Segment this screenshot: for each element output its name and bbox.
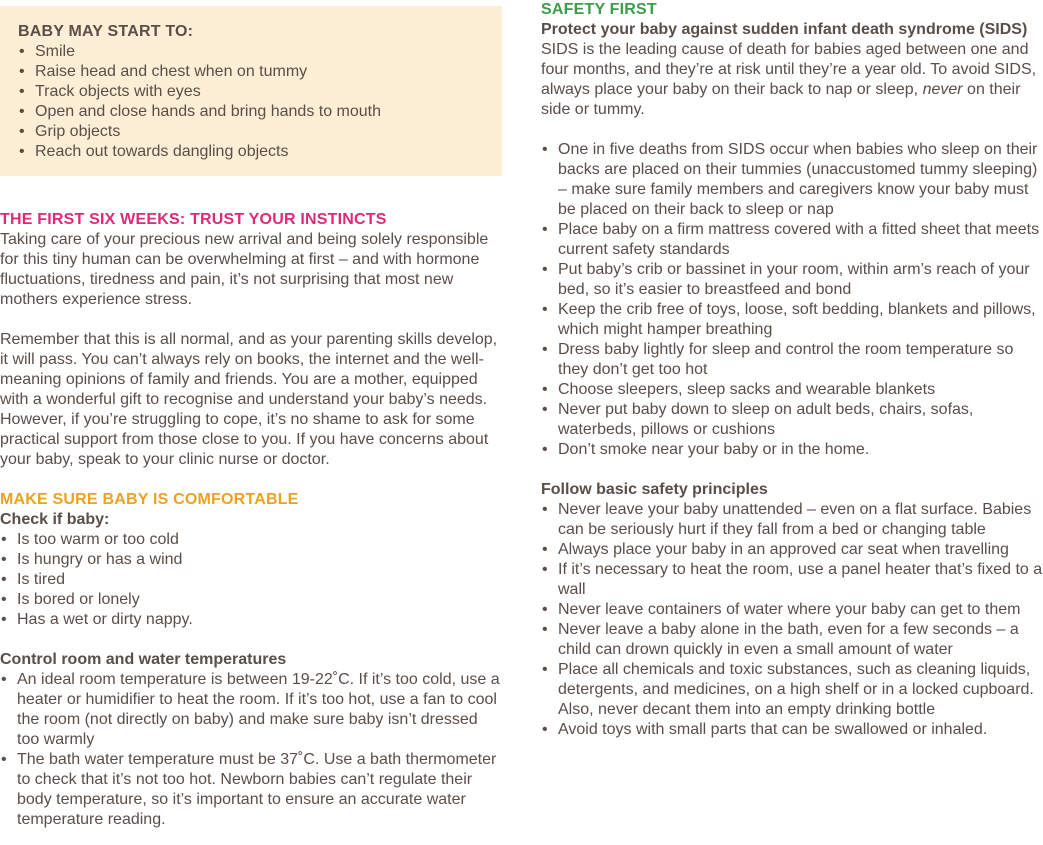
first-six-weeks-paragraph-2: Remember that this is all normal, and as your parenting skills develop, it will pass. You can’t always rely on books, the internet and the well-meaning opinions of family and friends. You are a mother, equipped with a wonderful gift to recognise and understand your baby’s needs. However, if you’re struggling to cope, it’s no shame to ask for some practical support from those close to you. If you have concerns about your baby, speak to your clinic nurse or doctor. [0, 331, 498, 468]
baby-may-start-callout [0, 6, 502, 176]
list-item: • Raise head and chest when on tummy [18, 62, 492, 82]
list-item: • Dress baby lightly for sleep and control the room temperature so they don’t get too hot [541, 340, 1043, 380]
list-item: • Reach out towards dangling objects [18, 142, 492, 162]
sids-intro [541, 40, 1043, 120]
list-item: • If it’s necessary to heat the room, use a panel heater that’s fixed to a wall [541, 560, 1043, 600]
list-item: • Is hungry or has a wind [0, 550, 502, 570]
list-item: • Place all chemicals and toxic substances, such as cleaning liquids, detergents, and medicines, on a high shelf or in a locked cupboard. Also, never decant them into an empty drinking bottle [541, 660, 1043, 720]
list-item: • Don’t smoke near your baby or in the home. [541, 440, 1043, 460]
list-item: • An ideal room temperature is between 19-22˚C. If it’s too cold, use a heater or humidifier to heat the room. If it’s too hot, use a fan to cool the room (not directly on baby) and make sure baby isn’t dressed too warmly [0, 670, 502, 750]
safety-principles-list [541, 500, 1043, 740]
sids-intro-emphasis: never [922, 81, 963, 98]
list-item: • One in five deaths from SIDS occur when babies who sleep on their backs are placed on their tummies (unaccustomed tummy sleeping) – make sure family members and caregivers know your baby must be placed on their back to sleep or nap [541, 140, 1043, 220]
list-item: • Never leave a baby alone in the bath, even for a few seconds – a child can drown quickly in even a small amount of water [541, 620, 1043, 660]
list-item: • Choose sleepers, sleep sacks and wearable blankets [541, 380, 1043, 400]
list-item: • Never leave containers of water where your baby can get to them [541, 600, 1043, 620]
list-item: • Put baby’s crib or bassinet in your room, within arm’s reach of your bed, so it’s easier to breastfeed and bond [541, 260, 1043, 300]
left-column [0, 0, 502, 830]
first-six-weeks-heading: THE FIRST SIX WEEKS: TRUST YOUR INSTINCTS [0, 211, 387, 228]
sids-intro-text-end: on their side or tummy. [541, 81, 1021, 118]
list-item: • The bath water temperature must be 37˚C. Use a bath thermometer to check that it’s not too hot. Newborn babies can’t regulate their body temperature, so it’s important to ensure an accurate water temperature reading. [0, 750, 502, 830]
sids-label: Protect your baby against sudden infant death syndrome (SIDS) [541, 21, 1028, 38]
list-item: • Is bored or lonely [0, 590, 502, 610]
list-item: • Place baby on a firm mattress covered with a fitted sheet that meets current safety standards [541, 220, 1043, 260]
list-item: • Always place your baby in an approved car seat when travelling [541, 540, 1043, 560]
list-item: • Open and close hands and bring hands to mouth [18, 102, 492, 122]
list-item: • Is too warm or too cold [0, 530, 502, 550]
list-item: • Has a wet or dirty nappy. [0, 610, 502, 630]
sids-list [541, 140, 1043, 460]
list-item: • Avoid toys with small parts that can be swallowed or inhaled. [541, 720, 1043, 740]
temperatures-list [0, 670, 502, 830]
list-item: • Track objects with eyes [18, 82, 492, 102]
baby-may-start-list [18, 42, 492, 162]
safety-principles-label: Follow basic safety principles [541, 481, 768, 498]
list-item: • Keep the crib free of toys, loose, soft bedding, blankets and pillows, which might hamper breathing [541, 300, 1043, 340]
sids-intro-text: SIDS is the leading cause of death for babies aged between one and four months, and they’re at risk until they’re a year old. To avoid SIDS, always place your baby on their back to nap or sleep, [541, 41, 1037, 98]
list-item: • Never leave your baby unattended – even on a flat surface. Babies can be seriously hurt if they fall from a bed or changing table [541, 500, 1043, 540]
list-item: • Never put baby down to sleep on adult beds, chairs, sofas, waterbeds, pillows or cushions [541, 400, 1043, 440]
safety-first-heading: SAFETY FIRST [541, 1, 657, 18]
list-item: • Is tired [0, 570, 502, 590]
check-if-baby-list [0, 530, 502, 630]
right-column [541, 0, 1043, 740]
comfortable-heading: MAKE SURE BABY IS COMFORTABLE [0, 491, 299, 508]
temperatures-label: Control room and water temperatures [0, 651, 287, 668]
list-item: • Grip objects [18, 122, 492, 142]
baby-may-start-heading: BABY MAY START TO: [18, 23, 194, 40]
check-if-baby-label: Check if baby: [0, 511, 110, 528]
first-six-weeks-paragraph-1: Taking care of your precious new arrival and being solely responsible for this tiny human can be overwhelming at first – and with hormone fluctuations, tiredness and pain, it’s not surprising that most new mothers experience stress. [0, 231, 489, 308]
list-item: • Smile [18, 42, 492, 62]
